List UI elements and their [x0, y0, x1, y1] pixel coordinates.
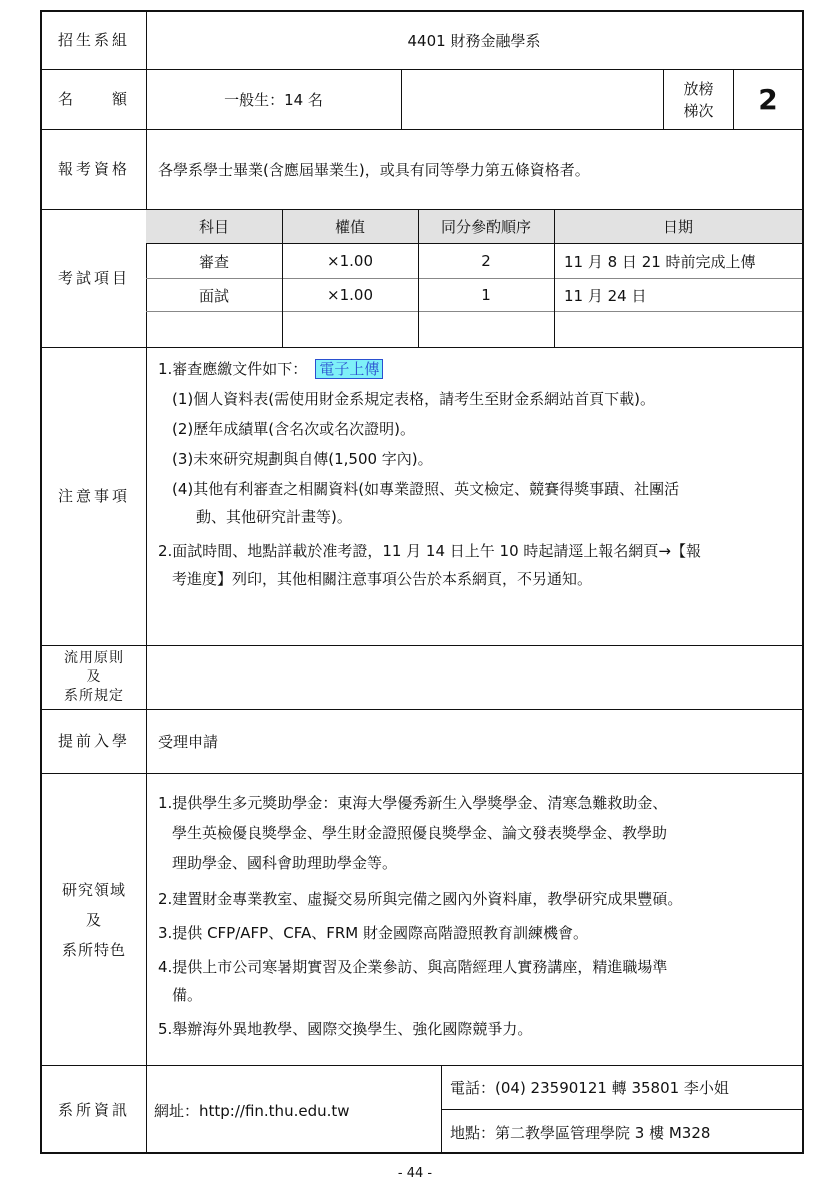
- rank-label: [664, 70, 734, 129]
- notes-sub4-line2: 動、其他研究計畫等)。: [196, 508, 352, 526]
- notes-item1: [158, 354, 383, 384]
- row-notes: [42, 348, 802, 646]
- exam-row1-subject: 審查: [198, 252, 229, 271]
- notes-sub4-line1: (4)其他有利審查之相關資料(如專業證照、英文檢定、競賽得獎事蹟、社團活: [172, 480, 680, 498]
- exam-header-subject: 科目: [198, 218, 229, 236]
- info-website: 網址：http://fin.thu.edu.tw: [154, 1066, 442, 1154]
- page-number: - 44 -: [397, 1166, 433, 1181]
- exam-row2-subject: 面試: [198, 286, 229, 305]
- row-early: [42, 710, 802, 774]
- rank-label-2: 梯次: [683, 101, 714, 120]
- eligibility-text: 各學系學士畢業(含應屆畢業生)，或具有同等學力第五條資格者。: [158, 161, 590, 179]
- label-flow: [42, 646, 147, 709]
- exam-header-weight: 權值: [334, 218, 365, 236]
- notes-item1-intro: 1.審查應繳文件如下：: [158, 360, 308, 378]
- rank-label-1: 放榜: [683, 79, 714, 98]
- notes-sub2: (2)歷年成績單(含名次或名次證明)。: [172, 420, 415, 438]
- info-location: 地點：第二教學區管理學院 3 樓 M328: [450, 1123, 711, 1142]
- label-notes: 注意事項: [42, 348, 147, 645]
- label-department: 招生系組: [42, 12, 147, 69]
- row-eligibility: [42, 130, 802, 210]
- research-p1-l3: 理助學金、國科會助理助學金等。: [172, 854, 398, 872]
- label-exam: 考試項目: [42, 210, 147, 347]
- research-p5: 5.舉辦海外異地教學、國際交換學生、強化國際競爭力。: [158, 1020, 533, 1038]
- label-research-2: 及: [85, 910, 102, 929]
- label-info: 系所資訊: [42, 1066, 147, 1154]
- row-department: [42, 12, 802, 70]
- flow-value: [146, 646, 802, 709]
- label-research-3: 系所特色: [61, 940, 126, 959]
- notes-item2-line1: 2.面試時間、地點詳載於准考證，11 月 14 日上午 10 時起請逕上報名網頁→【報: [158, 542, 701, 560]
- row-research: [42, 774, 802, 1066]
- quota-blank: [402, 70, 664, 129]
- label-flow-3: 系所規定: [64, 688, 124, 704]
- exam-row1-weight: ×1.00: [327, 252, 373, 270]
- label-research: [42, 774, 147, 1065]
- research-p2: 2.建置財金專業教室、虛擬交易所與完備之國內外資料庫，教學研究成果豐碩。: [158, 890, 683, 908]
- quota-general: 一般生：14 名: [146, 70, 402, 129]
- row-info: [42, 1066, 802, 1154]
- row-flow: [42, 646, 802, 710]
- label-eligibility: 報考資格: [42, 130, 147, 209]
- label-flow-2: 及: [86, 669, 102, 685]
- row-exam: [42, 210, 802, 348]
- notes-sub1: (1)個人資料表(需使用財金系規定表格，請考生至財金系網站首頁下載)。: [172, 390, 655, 408]
- research-p1-l1: 1.提供學生多元獎助學金：東海大學優秀新生入學獎學金、清寒急難救助金、: [158, 794, 668, 812]
- label-flow-1: 流用原則: [64, 650, 124, 666]
- label-research-1: 研究領域: [61, 880, 126, 899]
- research-p4-l2: 備。: [172, 986, 203, 1004]
- exam-header-date: 日期: [662, 218, 693, 236]
- label-early: 提前入學: [42, 710, 147, 773]
- exam-row2-weight: ×1.00: [327, 286, 373, 304]
- upload-badge: 電子上傳: [315, 359, 383, 379]
- research-p1-l2: 學生英檢優良獎學金、學生財金證照優良獎學金、論文發表獎學金、教學助: [172, 824, 668, 842]
- research-p4-l1: 4.提供上市公司寒暑期實習及企業參訪、與高階經理人實務講座，精進職場準: [158, 958, 668, 976]
- admission-sheet: [40, 10, 804, 1154]
- exam-row2-tiebreak: 1: [481, 286, 491, 304]
- row-quota: [42, 70, 802, 130]
- department-name: 4401 財務金融學系: [407, 32, 541, 50]
- notes-item2-line2: 考進度】列印，其他相關注意事項公告於本系網頁，不另通知。: [172, 570, 593, 588]
- exam-row1-date: 11 月 8 日 21 時前完成上傳: [564, 252, 756, 271]
- early-value: 受理申請: [158, 733, 219, 751]
- exam-row2-date: 11 月 24 日: [564, 286, 647, 305]
- exam-header-tiebreak: 同分參酌順序: [440, 218, 531, 236]
- notes-sub3: (3)未來研究規劃與自傳(1,500 字內)。: [172, 450, 433, 468]
- exam-row1-tiebreak: 2: [481, 252, 491, 270]
- exam-table: [146, 210, 802, 347]
- info-phone: 電話：(04) 23590121 轉 35801 李小姐: [442, 1066, 802, 1110]
- rank-value: 2: [758, 83, 778, 116]
- label-quota: 名 額: [42, 70, 147, 129]
- research-p3: 3.提供 CFP/AFP、CFA、FRM 財金國際高階證照教育訓練機會。: [158, 924, 588, 942]
